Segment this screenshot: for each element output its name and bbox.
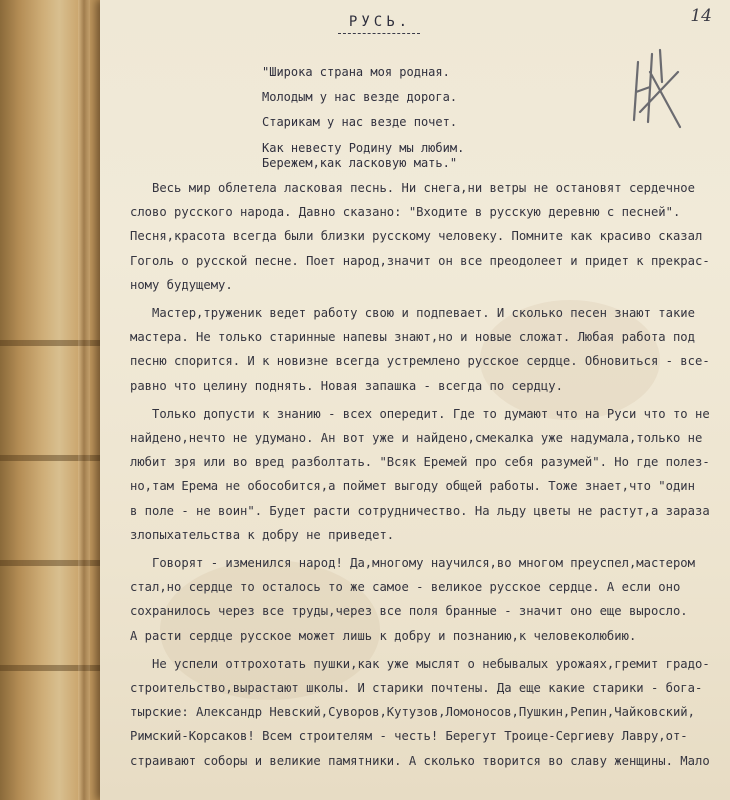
- epigraph-line: Бережем,как ласковую мать.": [262, 156, 458, 170]
- sheet-edge: [0, 560, 108, 566]
- paragraph-line: злопыхательства к добру не приведет.: [130, 527, 395, 542]
- paragraph-line: стал,но сердце то осталось то же самое - великое русское сердце. А если оно: [130, 580, 681, 595]
- epigraph: [262, 60, 582, 171]
- title-underline: [338, 33, 420, 34]
- paragraph-line: но,там Ерема не обособится,а поймет выгоду общей работы. Тоже знает,что "один: [130, 479, 695, 494]
- paragraph-line: песню спорится. И к новизне всегда устремлено русское сердце. Обновиться - все-: [130, 354, 710, 369]
- paragraph: [130, 176, 716, 297]
- paragraph-line: Мастер,труженик ведет работу свою и подпевает. И сколько песен знают такие: [130, 306, 695, 321]
- paragraph-line: Говорят - изменился народ! Да,многому научился,во многом преуспел,мастером: [130, 556, 695, 571]
- page-number: 14: [690, 6, 712, 26]
- epigraph-line: Молодым у нас везде дорога.: [262, 90, 458, 104]
- paragraph-line: Песня,красота всегда были близки русскому человеку. Помните как красиво сказал: [130, 229, 703, 244]
- paragraph-line: любит зря или во вред разболтать. "Всяк Еремей про себя разумей". Но где полез-: [130, 455, 710, 470]
- binding-fold: [78, 0, 90, 800]
- paragraph-line: в поле - не воин". Будет расти сотрудничество. На льду цветы не растут,а зараза: [130, 503, 710, 518]
- paragraph-line: строительство,вырастают школы. И старики почтены. Да еще какие старики - бога-: [130, 681, 703, 696]
- paragraph-line: мастера. Не только старинные напевы знают,но и новые сложат. Любая работа под: [130, 330, 695, 345]
- paragraph-line: Весь мир облетела ласковая песнь. Ни снега,ни ветры не остановят сердечное: [130, 181, 695, 195]
- paragraph-line: Римский-Корсаков! Всем строителям - честь! Берегут Троице-Сергиеву Лавру,от-: [130, 729, 688, 744]
- book-binding: [0, 0, 108, 800]
- sheet-edge: [0, 665, 108, 671]
- document-title: РУСЬ.: [348, 14, 412, 30]
- paragraph: [130, 551, 716, 648]
- paragraph-line: тырские: Александр Невский,Суворов,Кутузов,Ломоносов,Пушкин,Репин,Чайковский,: [130, 705, 695, 720]
- paragraph: [130, 301, 716, 398]
- sheet-edge: [0, 455, 108, 461]
- body-text: [130, 176, 716, 773]
- sheet-edge: [0, 340, 108, 346]
- epigraph-line: Как невесту Родину мы любим.: [262, 141, 465, 155]
- paragraph: [130, 402, 716, 547]
- paragraph-line: Гоголь о русской песне. Поет народ,значит он все преодолеет и придет к прекрас-: [130, 253, 710, 268]
- paragraph-line: ному будущему.: [130, 277, 233, 292]
- paragraph-line: слово русского народа. Давно сказано: "Входите в русскую деревню с песней".: [130, 205, 681, 220]
- paragraph: [130, 652, 716, 773]
- paragraph-line: А расти сердце русское может лишь к добру и познанию,к человеколюбию.: [130, 628, 637, 643]
- paragraph-line: сохранилось через все труды,через все поля бранные - значит оно еще выросло.: [130, 604, 688, 619]
- typewritten-page: [100, 0, 730, 800]
- pencil-annotation-mark: [620, 42, 690, 132]
- epigraph-line: Старикам у нас везде почет.: [262, 115, 458, 129]
- paragraph-line: Только допусти к знанию - всех опередит. Где то думают что на Руси что то не: [130, 406, 710, 421]
- epigraph-line: "Широка страна моя родная.: [262, 65, 450, 79]
- paragraph-line: Не успели оттрохотать пушки,как уже мыслят о небывалых урожаях,гремит градо-: [130, 656, 710, 671]
- paragraph-line: найдено,нечто не удумано. Ан вот уже и найдено,смекалка уже надумала,только не: [130, 431, 703, 446]
- paragraph-line: страивают соборы и великие памятники. А сколько творится во славу женщины. Мало: [130, 753, 710, 768]
- paragraph-line: равно что целину поднять. Новая запашка - всегда по сердцу.: [130, 378, 563, 393]
